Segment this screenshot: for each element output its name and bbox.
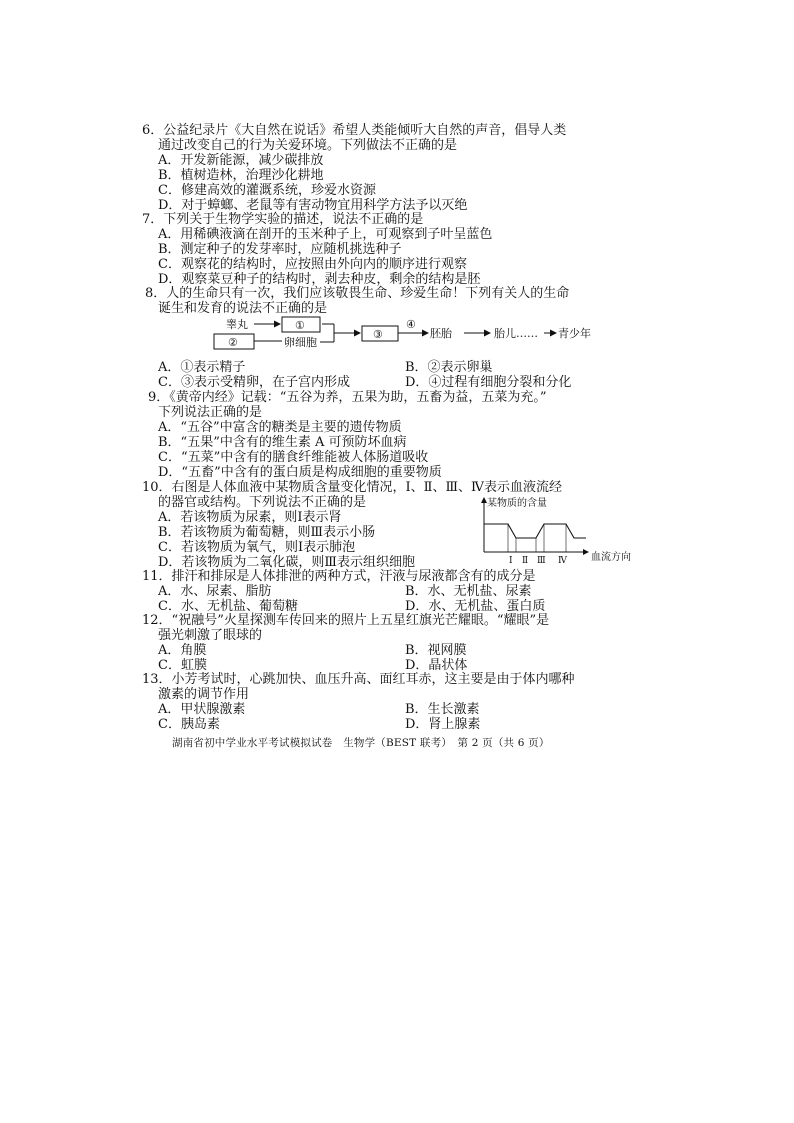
q12-option-c: C．虹膜 [158, 658, 207, 673]
q8-option-a: A．①表示精子 [158, 360, 246, 375]
q9-stem-line2: 下列说法正确的是 [158, 405, 263, 420]
q7-stem: 7．下列关于生物学实验的描述，说法不正确的是 [142, 212, 424, 227]
q6-option-c: C．修建高效的灌溉系统，珍爱水资源 [158, 183, 376, 198]
q10-y-axis-label: 某物质的含量 [487, 498, 547, 509]
q10-region-iv: Ⅳ [558, 556, 567, 566]
q11-option-a: A．水、尿素、脂肪 [158, 584, 272, 599]
q10-region-i: Ⅰ [509, 556, 513, 566]
q8-stem-line2: 诞生和发育的说法不正确的是 [158, 301, 328, 316]
q10-region-ii: Ⅱ [522, 556, 529, 566]
q8-egg-label: 卵细胞 [284, 336, 317, 349]
q10-x-axis-label: 血流方向 [591, 552, 631, 563]
q9-option-c: C．“五菜”中含有的膳食纤维能被人体肠道吸收 [158, 450, 429, 465]
q10-option-c: C．若该物质为氧气，则Ⅰ表示肺泡 [158, 540, 356, 555]
q6-option-b: B．植树造林，治理沙化耕地 [158, 168, 324, 183]
q6-stem-line1: 6．公益纪录片《大自然在说话》希望人类能倾听大自然的声音，倡导人类 [142, 123, 567, 138]
q13-stem-line1: 13．小芳考试时，心跳加快、血压升高、面红耳赤，这主要是由于体内哪种 [142, 672, 575, 687]
q12-option-d: D．晶状体 [405, 658, 468, 673]
q10-stem-line1: 10．右图是人体血液中某物质含量变化情况，Ⅰ、Ⅱ、Ⅲ、Ⅳ表示血液流经 [142, 480, 563, 495]
q8-testis-label: 睾丸 [226, 318, 248, 331]
q10-substance-graph [470, 494, 640, 566]
q8-embryo-label: 胚胎 [430, 327, 452, 340]
q8-stem-line1: 8．人的生命只有一次，我们应该敬畏生命、珍爱生命！下列有关人的生命 [145, 286, 570, 301]
q11-stem: 11．排汗和排尿是人体排泄的两种方式，汗液与尿液都含有的成分是 [142, 569, 536, 584]
q7-option-c: C．观察花的结构时，应按照由外向内的顺序进行观察 [158, 257, 467, 272]
q7-option-b: B．测定种子的发芽率时，应随机挑选种子 [158, 242, 402, 257]
q12-option-a: A．角膜 [158, 643, 207, 658]
q6-stem-line2: 通过改变自己的行为关爱环境。下列做法不正确的是 [158, 138, 458, 153]
q8-youth-label: 青少年 [558, 327, 591, 340]
q7-option-a: A．用稀碘液滴在剖开的玉米种子上，可观察到子叶呈蓝色 [158, 227, 493, 242]
q13-option-c: C．胰岛素 [158, 717, 220, 732]
q10-option-a: A．若该物质为尿素，则Ⅰ表示肾 [158, 510, 342, 525]
q11-option-b: B．水、无机盐、尿素 [405, 584, 532, 599]
q7-option-d: D．观察菜豆种子的结构时，剥去种皮，剩余的结构是胚 [158, 272, 481, 287]
q6-option-a: A．开发新能源，减少碳排放 [158, 153, 324, 168]
q8-fetus-label: 胎儿…… [494, 327, 538, 340]
q9-option-a: A．“五谷”中富含的糖类是主要的遗传物质 [158, 420, 402, 435]
page-footer: 湖南省初中学业水平考试模拟试卷 生物学（BEST 联考） 第 2 页（共 6 页） [172, 737, 550, 749]
q10-option-d: D．若该物质为二氧化碳，则Ⅲ表示组织细胞 [158, 555, 415, 570]
q8-process-4-label: ④ [406, 318, 416, 331]
q11-option-d: D．水、无机盐、蛋白质 [405, 599, 546, 614]
q13-option-a: A．甲状腺激素 [158, 702, 246, 717]
q8-option-b: B．②表示卵巢 [405, 360, 493, 375]
q6-option-d: D．对于蟑螂、老鼠等有害动物宜用科学方法予以灭绝 [158, 198, 468, 213]
q10-region-iii: Ⅲ [537, 556, 546, 566]
q13-option-b: B．生长激素 [405, 702, 480, 717]
q10-stem-line2: 的器官或结构。下列说法不正确的是 [158, 495, 367, 510]
q8-development-diagram [210, 313, 610, 355]
q13-stem-line2: 激素的调节作用 [158, 687, 250, 702]
q9-option-b: B．“五果”中含有的维生素 A 可预防坏血病 [158, 435, 407, 450]
q11-option-c: C．水、无机盐、葡萄糖 [158, 599, 298, 614]
q8-box-3-label: ③ [373, 328, 383, 341]
q9-option-d: D．“五畜”中含有的蛋白质是构成细胞的重要物质 [158, 465, 442, 480]
q8-option-c: C．③表示受精卵，在子宫内形成 [158, 375, 350, 390]
q12-stem-line2: 强光刺激了眼球的 [158, 628, 263, 643]
q8-box-2-label: ② [228, 336, 238, 349]
q12-stem-line1: 12．“祝融号”火星探测车传回来的照片上五星红旗光芒耀眼。“耀眼”是 [142, 613, 550, 628]
q13-option-d: D．肾上腺素 [405, 717, 481, 732]
q9-stem-line1: 9．《黄帝内经》记载：“五谷为养，五果为助，五畜为益，五菜为充。” [148, 390, 547, 405]
q10-content-curve [484, 524, 586, 538]
q10-option-b: B．若该物质为葡萄糖，则Ⅲ表示小肠 [158, 525, 376, 540]
q12-option-b: B．视网膜 [405, 643, 467, 658]
q8-option-d: D．④过程有细胞分裂和分化 [405, 375, 572, 390]
q8-box-1-label: ① [295, 319, 305, 332]
